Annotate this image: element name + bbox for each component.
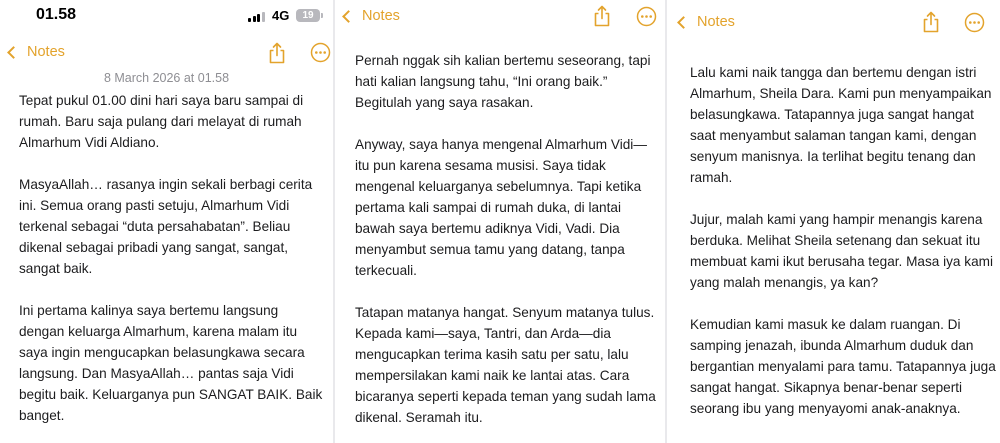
note-screen-2 bbox=[335, 0, 665, 443]
screen-divider bbox=[665, 0, 667, 443]
paragraph: Ini pertama kalinya saya bertemu langsung dengan keluarga Almarhum, karena malam itu saya ingin mengucapkan belasungkawa secara langsung. Dan MasyaAllah… pantas saja Vidi begitu baik. Keluarganya pun SANGAT BAIK. Baik banget. bbox=[19, 303, 323, 423]
paragraph: Kemudian kami masuk ke dalam ruangan. Di samping jenazah, ibunda Almarhum duduk dan bergantian menyalami para tamu. Tatapannya juga sangat hangat. Sikapnya benar-benar seperti seorang ibu yang menyayomi anak-anaknya. bbox=[690, 317, 996, 416]
paragraph: Pernah nggak sih kalian bertemu seseorang, tapi hati kalian langsung tahu, “Ini orang baik.” Begitulah yang saya rasakan. bbox=[355, 53, 651, 110]
note-body[interactable] bbox=[19, 90, 327, 443]
more-icon[interactable] bbox=[636, 6, 657, 27]
note-body[interactable] bbox=[690, 62, 996, 440]
battery-cap bbox=[321, 13, 323, 18]
note-date: 8 March 2026 at 01.58 bbox=[103, 71, 230, 85]
share-icon[interactable] bbox=[268, 42, 286, 64]
more-icon[interactable] bbox=[964, 12, 985, 33]
back-button[interactable] bbox=[341, 8, 400, 24]
paragraph: Anyway, saya hanya mengenal Almarhum Vidi—itu pun karena sesama musisi. Saya tidak mengenal keluarganya sebelumnya. Tapi ketika pertama kali sampai di rumah duka, di lantai bawah saya bertemu adiknya Vidi, Vadi. Dia menyambut semua tamu yang datang, tanpa terkecuali. bbox=[355, 137, 647, 278]
network-label: 4G bbox=[272, 8, 290, 23]
paragraph: MasyaAllah… rasanya ingin sekali berbagi cerita ini. Semua orang pasti setuju, Almarhum Vidi terkenal sebagai “duta persahabatan”. Beliau dikenal sebagai pribadi yang sangat, sangat, sangat baik. bbox=[19, 177, 313, 276]
status-time: 01.58 bbox=[36, 6, 77, 23]
chevron-left-icon bbox=[677, 16, 690, 29]
back-button[interactable] bbox=[6, 44, 65, 60]
paragraph: Tepat pukul 01.00 dini hari saya baru sampai di rumah. Baru saja pulang dari melayat di rumah Almarhum Vidi Aldiano. bbox=[19, 93, 304, 150]
paragraph: Lalu kami naik tangga dan bertemu dengan istri Almarhum, Sheila Dara. Kami pun menyampaikan belasungkawa. Tatapannya juga sangat hangat saat menyambut salaman tangan kami, dengan senyum manisnya. Ia terlihat begitu tenang dan ramah. bbox=[690, 65, 992, 185]
more-icon[interactable] bbox=[310, 42, 331, 63]
back-label: Notes bbox=[697, 14, 735, 30]
back-label: Notes bbox=[27, 44, 65, 60]
back-label: Notes bbox=[362, 8, 400, 24]
share-icon[interactable] bbox=[593, 5, 611, 27]
signal-icon bbox=[248, 12, 265, 22]
share-icon[interactable] bbox=[922, 11, 940, 33]
note-screen-1 bbox=[0, 0, 333, 443]
chevron-left-icon bbox=[7, 46, 20, 59]
back-button[interactable] bbox=[676, 14, 735, 30]
chevron-left-icon bbox=[342, 10, 355, 23]
note-body[interactable] bbox=[355, 50, 661, 443]
note-screen-3 bbox=[668, 0, 1000, 443]
paragraph: Tatapan matanya hangat. Senyum matanya tulus. Kepada kami—saya, Tantri, dan Arda—dia mengucapkan terima kasih satu per satu, lalu mempersilakan kami naik ke lantai atas. Cara bicaranya seperti kepada teman yang sudah lama dikenal. Seramah itu. bbox=[355, 305, 656, 425]
battery-icon: 19 bbox=[296, 9, 320, 22]
paragraph: Jujur, malah kami yang hampir menangis karena berduka. Melihat Sheila setenang dan sekuat itu membuat kami ikut berusaha tegar. Masa iya kami yang malah menangis, ya kan? bbox=[690, 212, 993, 290]
